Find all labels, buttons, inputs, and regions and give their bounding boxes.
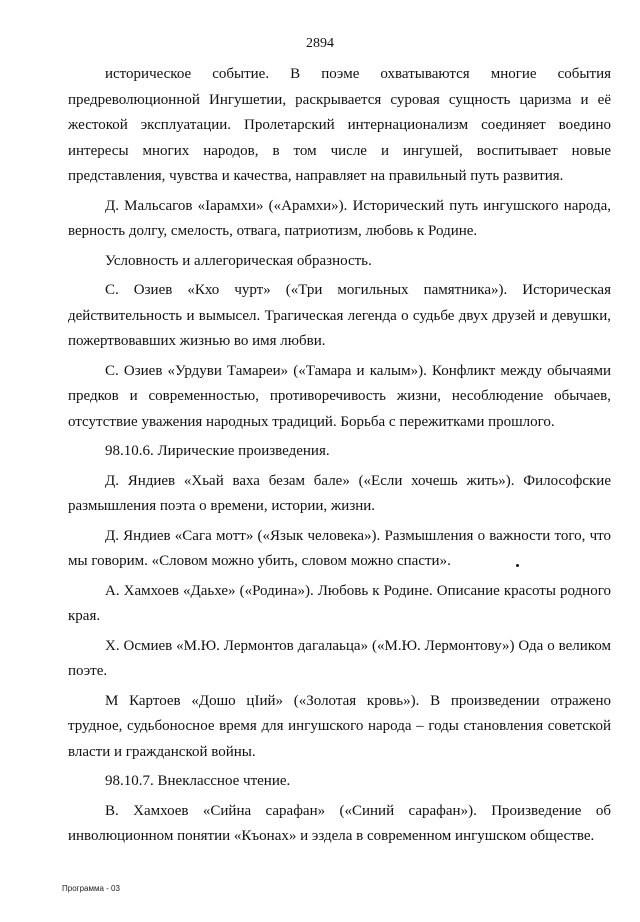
scan-speck	[516, 564, 519, 567]
paragraph-9: А. Хамхоев «Даьхе» («Родина»). Любовь к Родине. Описание красоты родного края.	[68, 582, 611, 624]
paragraph-2: Д. Мальсагов «Іарамхи» («Арамхи»). Исторический путь ингушского народа, верность долгу, смелость, отвага, патриотизм, любовь к Родине.	[68, 197, 611, 239]
footer-label: Программа - 03	[62, 884, 120, 893]
paragraph-3: Условность и аллегорическая образность.	[105, 252, 372, 269]
section-heading-98-10-6: 98.10.6. Лирические произведения.	[105, 443, 330, 459]
paragraph-5: С. Озиев «Урдуви Тамареи» («Тамара и калым»). Конфликт между обычаями предков и современностью, противоречивость жизни, несоблюдение обычаев, отсутствие уважения народных традиций. Борьба с пережитками прошлого.	[68, 362, 611, 430]
paragraph-7: Д. Яндиев «Хьай ваха безам бале» («Если хочешь жить»). Философские размышления поэта о времени, истории, жизни.	[68, 472, 611, 514]
paragraph-11: М Картоев «Дошо цІий» («Золотая кровь»). В произведении отражено трудное, судьбоносное время для ингушского народа – годы становления советской власти и гражданской войны.	[68, 692, 611, 760]
page-number: 2894	[306, 36, 334, 51]
section-heading-98-10-7: 98.10.7. Внеклассное чтение.	[105, 773, 291, 789]
paragraph-13: В. Хамхоев «Сийна сарафан» («Синий сарафан»). Произведение об инволюционном понятии «Къонах» и эздела в современном ингушском обществе.	[68, 802, 611, 844]
paragraph-10: Х. Осмиев «М.Ю. Лермонтов дагалаьца» («М.Ю. Лермонтову») Ода о великом поэте.	[68, 637, 611, 679]
document-body	[68, 62, 611, 850]
paragraph-8: Д. Яндиев «Сага мотт» («Язык человека»). Размышления о важности того, что мы говорим. «Словом можно убить, словом можно спасти».	[68, 527, 611, 569]
paragraph-4: С. Озиев «Кхо чурт» («Три могильных памятника»). Историческая действительность и вымысел. Трагическая легенда о судьбе двух друзей и девушки, пожертвовавших жизнью во имя любви.	[68, 282, 611, 349]
paragraph-1: историческое событие. В поэме охватываются многие события предреволюционной Ингушетии, раскрывается суровая сущность царизма и её жестокой эксплуатации. Пролетарский интернационализм соединяет воедино интересы многих народов, в том числе и ингушей, воспитывает новые представления, чувства и качества, направляет на правильный путь развития.	[68, 66, 611, 184]
